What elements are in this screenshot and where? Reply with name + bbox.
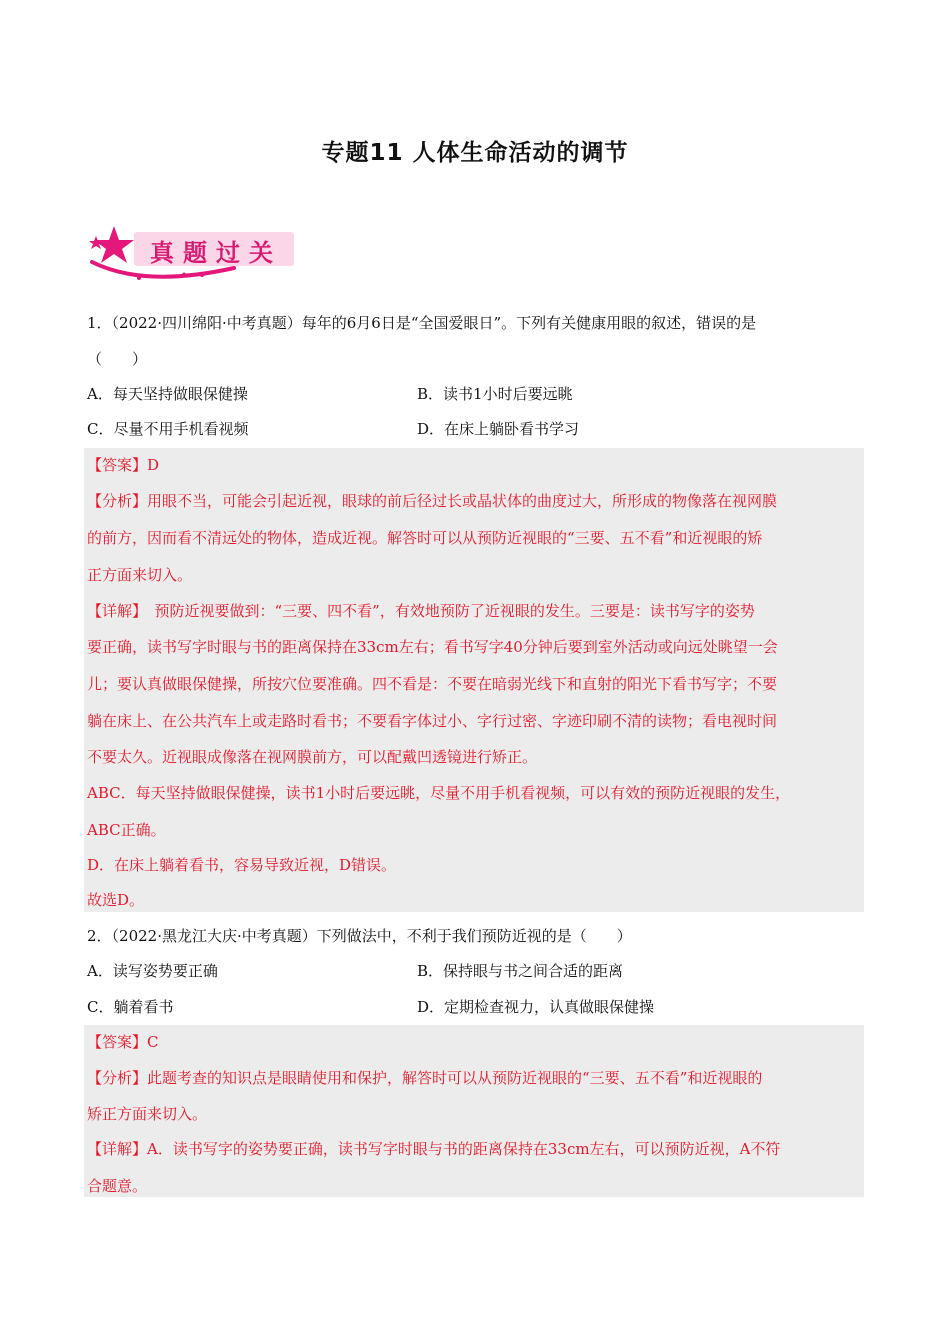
q1-choice-line: 故选D。 (87, 891, 145, 909)
analysis-tag: 【分析】 (87, 1069, 148, 1087)
section-banner (84, 222, 299, 284)
q2-answer (87, 1032, 159, 1052)
q1-abc-line1: ABC．每天坚持做眼保健操，读书1小时后要远眺，尽量不用手机看视频，可以有效的预防近视眼的发生， (87, 784, 791, 802)
answer-value: C (147, 1033, 159, 1051)
q1-detail-line4: 躺在床上、在公共汽车上或走路时看书；不要看字体过小、字行过密、字迹印刷不清的读物；看电视时间 (87, 712, 778, 730)
q2-analysis-line2: 矫正方面来切入。 (87, 1105, 208, 1123)
q1-stem-line2: （ ） (87, 350, 148, 368)
q1-detail-line3: 儿；要认真做眼保健操，所按穴位要准确。四不看是：不要在暗弱光线下和直射的阳光下看书写字；不要 (87, 675, 778, 693)
q2-option-d: D．定期检查视力，认真做眼保健操 (417, 998, 655, 1016)
detail-tag: 【详解】 (87, 602, 140, 620)
q2-option-a: A．读写姿势要正确 (87, 962, 218, 980)
q2-detail-line2: 合题意。 (87, 1177, 148, 1195)
detail-text: 预防近视要做到：“三要、四不看”，有效地预防了近视眼的发生。三要是：读书写字的姿势 (139, 602, 755, 620)
q1-detail-line2: 要正确，读书写字时眼与书的距离保持在33cm左右；看书写字40分钟后要到室外活动或向远处眺望一会 (87, 638, 778, 656)
q1-detail-line1 (87, 601, 755, 621)
analysis-text: 此题考查的知识点是眼睛使用和保护，解答时可以从预防近视眼的“三要、五不看”和近视眼的 (147, 1069, 763, 1087)
q1-answer (87, 455, 159, 475)
q2-option-b: B．保持眼与书之间合适的距离 (417, 962, 624, 980)
answer-tag: 【答案】 (87, 456, 148, 474)
q1-analysis-line3: 正方面来切入。 (87, 566, 193, 584)
q1-analysis-line1 (87, 491, 777, 511)
q1-option-a: A．每天坚持做眼保健操 (87, 385, 248, 403)
page-title: 专题11 人体生命活动的调节 (321, 140, 629, 166)
q2-option-c: C．躺着看书 (87, 998, 174, 1016)
detail-text: A．读书写字的姿势要正确，读书写字时眼与书的距离保持在33cm左右，可以预防近视，A不符 (147, 1140, 781, 1158)
q2-stem-line1: 2．（2022·黑龙江大庆·中考真题）下列做法中，不利于我们预防近视的是（ ） (87, 927, 632, 945)
analysis-text: 用眼不当，可能会引起近视，眼球的前后径过长或晶状体的曲度过大，所形成的物像落在视网膜 (147, 492, 778, 510)
q1-d-line: D．在床上躺着看书，容易导致近视，D错误。 (87, 856, 397, 874)
q1-detail-line5: 不要太久。近视眼成像落在视网膜前方，可以配戴凹透镜进行矫正。 (87, 748, 538, 766)
detail-tag: 【详解】 (87, 1140, 148, 1158)
q1-stem-line1: 1．（2022·四川绵阳·中考真题）每年的6月6日是“全国爱眼日”。下列有关健康用眼的叙述，错误的是 (87, 314, 757, 332)
q1-option-c: C．尽量不用手机看视频 (87, 420, 249, 438)
analysis-tag: 【分析】 (87, 492, 148, 510)
q1-option-d: D．在床上躺卧看书学习 (417, 420, 580, 438)
q1-abc-line2: ABC正确。 (87, 821, 166, 839)
answer-value: D (147, 456, 160, 474)
q2-detail-line1 (87, 1139, 780, 1159)
q2-analysis-line1 (87, 1068, 762, 1088)
q1-option-b: B．读书1小时后要远眺 (417, 385, 573, 403)
banner-label: 真题过关 (150, 239, 282, 267)
q1-analysis-line2: 的前方，因而看不清远处的物体，造成近视。解答时可以从预防近视眼的“三要、五不看”和近视眼的矫 (87, 529, 763, 547)
answer-tag: 【答案】 (87, 1033, 148, 1051)
